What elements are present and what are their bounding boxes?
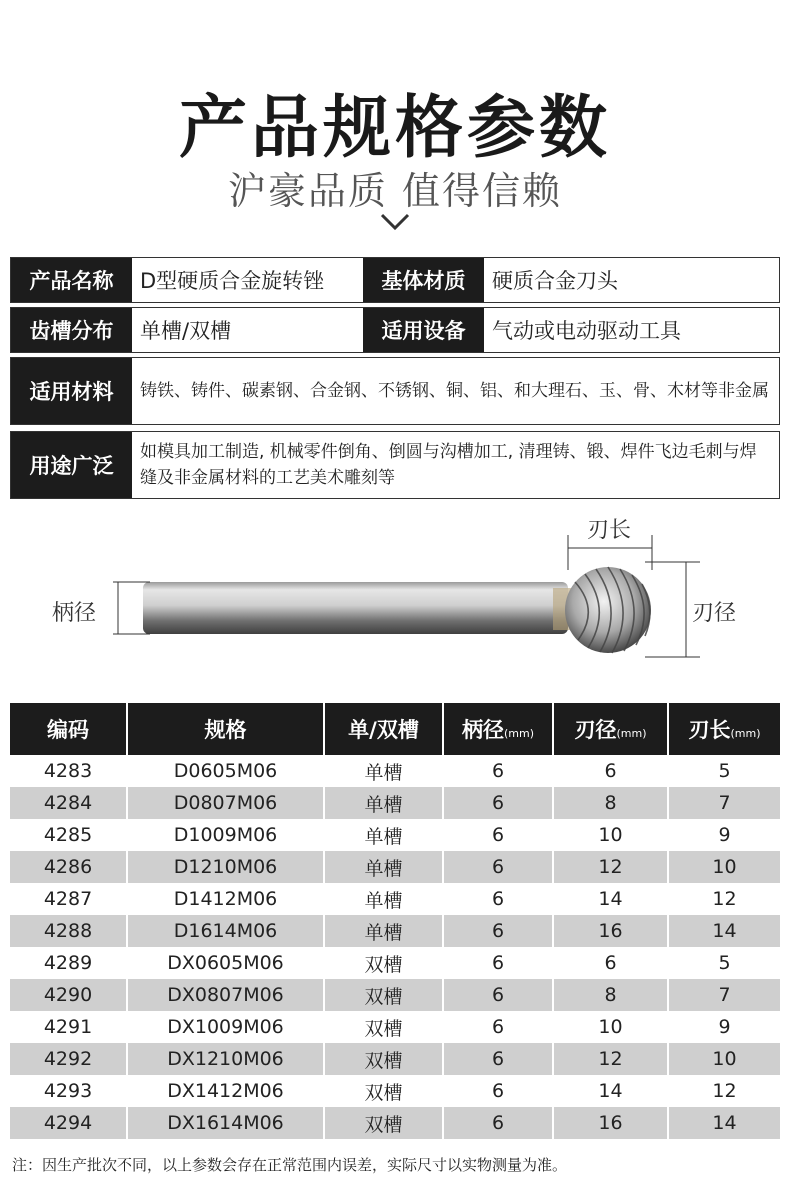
footer-note: 注：因生产批次不同，以上参数会存在正常范围内误差，实际尺寸以实物测量为准。 — [12, 1156, 568, 1174]
spec-data-table — [10, 703, 780, 1139]
spec-value-product-name: D型硬质合金旋转锉 — [140, 269, 325, 293]
table-cell: 4294 — [10, 1107, 127, 1139]
table-cell: 8 — [553, 979, 668, 1011]
spec-label-usage: 用途广泛 — [11, 432, 132, 498]
table-cell: 14 — [668, 915, 780, 947]
table-cell: D1009M06 — [127, 819, 324, 851]
table-cell: DX1614M06 — [127, 1107, 324, 1139]
header-code: 编码 — [10, 703, 127, 755]
table-cell: 6 — [443, 915, 553, 947]
dimension-diagram — [0, 510, 790, 685]
table-cell: 双槽 — [324, 1043, 443, 1075]
table-cell: 12 — [668, 883, 780, 915]
table-cell: DX0605M06 — [127, 947, 324, 979]
table-cell: 9 — [668, 819, 780, 851]
table-row — [10, 1075, 780, 1107]
table-cell: 4284 — [10, 787, 127, 819]
table-cell: 14 — [668, 1107, 780, 1139]
table-row — [10, 915, 780, 947]
table-cell: 6 — [443, 1043, 553, 1075]
table-cell: 12 — [668, 1075, 780, 1107]
spec-value-flute: 单槽/双槽 — [140, 319, 232, 343]
shank — [143, 582, 568, 634]
table-cell: 6 — [443, 1107, 553, 1139]
table-cell: D1412M06 — [127, 883, 324, 915]
table-cell: 双槽 — [324, 1075, 443, 1107]
spec-row-materials — [10, 357, 780, 425]
table-cell: 6 — [553, 755, 668, 787]
table-cell: 单槽 — [324, 787, 443, 819]
table-cell: 6 — [443, 947, 553, 979]
table-cell: 6 — [443, 883, 553, 915]
table-cell: 单槽 — [324, 915, 443, 947]
table-cell: 6 — [443, 819, 553, 851]
table-cell: 4290 — [10, 979, 127, 1011]
table-cell: 4288 — [10, 915, 127, 947]
table-cell: 双槽 — [324, 1011, 443, 1043]
table-cell: 4287 — [10, 883, 127, 915]
spec-value-usage: 如模具加工制造, 机械零件倒角、倒圆与沟槽加工, 清理铸、锻、焊件飞边毛刺与焊缝及非金属材料的工艺美术雕刻等 — [140, 442, 757, 488]
header-flute: 单/双槽 — [324, 703, 443, 755]
table-cell: 6 — [443, 1075, 553, 1107]
table-cell: 单槽 — [324, 883, 443, 915]
table-cell: D1614M06 — [127, 915, 324, 947]
table-cell: 5 — [668, 755, 780, 787]
table-cell: 单槽 — [324, 755, 443, 787]
table-cell: 16 — [553, 1107, 668, 1139]
table-cell: 14 — [553, 883, 668, 915]
table-cell: D0807M06 — [127, 787, 324, 819]
table-row — [10, 1107, 780, 1139]
spec-row-usage — [10, 431, 780, 499]
page-title: 产品规格参数 — [178, 89, 611, 168]
spec-label-materials: 适用材料 — [11, 358, 132, 424]
table-cell: 12 — [553, 1043, 668, 1075]
page-subtitle: 沪豪品质 值得信赖 — [227, 169, 563, 213]
table-cell: 5 — [668, 947, 780, 979]
blade-diameter-label: 刃径 — [692, 601, 737, 626]
table-row — [10, 1011, 780, 1043]
burr-illustration — [0, 510, 790, 685]
spec-label-product-name: 产品名称 — [11, 258, 132, 302]
spec-label-flute: 齿槽分布 — [11, 308, 132, 352]
table-row — [10, 819, 780, 851]
table-cell: 14 — [553, 1075, 668, 1107]
table-row — [10, 851, 780, 883]
spec-row-name — [10, 257, 780, 303]
table-cell: DX1009M06 — [127, 1011, 324, 1043]
table-cell: DX1412M06 — [127, 1075, 324, 1107]
table-cell: 10 — [668, 851, 780, 883]
table-cell: 4293 — [10, 1075, 127, 1107]
table-cell: 9 — [668, 1011, 780, 1043]
table-cell: 7 — [668, 787, 780, 819]
table-row — [10, 979, 780, 1011]
blade-length-label: 刃长 — [587, 518, 632, 543]
table-cell: 4285 — [10, 819, 127, 851]
spec-value-materials: 铸铁、铸件、碳素钢、合金钢、不锈钢、铜、铝、和大理石、玉、骨、木材等非金属 — [140, 381, 769, 401]
table-cell: 4289 — [10, 947, 127, 979]
table-row — [10, 1043, 780, 1075]
spec-label-equipment: 适用设备 — [363, 308, 484, 352]
table-row — [10, 883, 780, 915]
table-cell: 单槽 — [324, 851, 443, 883]
table-cell: 双槽 — [324, 979, 443, 1011]
table-cell: 6 — [443, 851, 553, 883]
table-cell: 6 — [553, 947, 668, 979]
table-row — [10, 755, 780, 787]
chevron-down-icon — [380, 212, 410, 232]
table-cell: 4292 — [10, 1043, 127, 1075]
table-cell: DX0807M06 — [127, 979, 324, 1011]
table-cell: 16 — [553, 915, 668, 947]
table-cell: 6 — [443, 755, 553, 787]
table-cell: 10 — [553, 819, 668, 851]
table-cell: 8 — [553, 787, 668, 819]
table-cell: 双槽 — [324, 1107, 443, 1139]
spec-value-base-material: 硬质合金刀头 — [492, 269, 618, 293]
table-header-row — [10, 703, 780, 755]
table-cell: 单槽 — [324, 819, 443, 851]
header-blade-length: 刃长(mm) — [668, 703, 780, 755]
table-cell: 6 — [443, 787, 553, 819]
shank-diameter-label: 柄径 — [52, 601, 97, 626]
table-cell: 10 — [668, 1043, 780, 1075]
table-cell: 6 — [443, 1011, 553, 1043]
table-cell: D1210M06 — [127, 851, 324, 883]
table-cell: 4291 — [10, 1011, 127, 1043]
header-spec: 规格 — [127, 703, 324, 755]
header-shank-diameter: 柄径(mm) — [443, 703, 553, 755]
spec-label-base-material: 基体材质 — [363, 258, 484, 302]
table-cell: 4283 — [10, 755, 127, 787]
table-cell: D0605M06 — [127, 755, 324, 787]
table-cell: 7 — [668, 979, 780, 1011]
spec-row-flute — [10, 307, 780, 353]
table-cell: 10 — [553, 1011, 668, 1043]
spec-value-equipment: 气动或电动驱动工具 — [492, 319, 681, 343]
table-row — [10, 947, 780, 979]
table-cell: DX1210M06 — [127, 1043, 324, 1075]
table-cell: 12 — [553, 851, 668, 883]
table-cell: 4286 — [10, 851, 127, 883]
table-cell: 双槽 — [324, 947, 443, 979]
table-cell: 6 — [443, 979, 553, 1011]
table-row — [10, 787, 780, 819]
header-blade-diameter: 刃径(mm) — [553, 703, 668, 755]
